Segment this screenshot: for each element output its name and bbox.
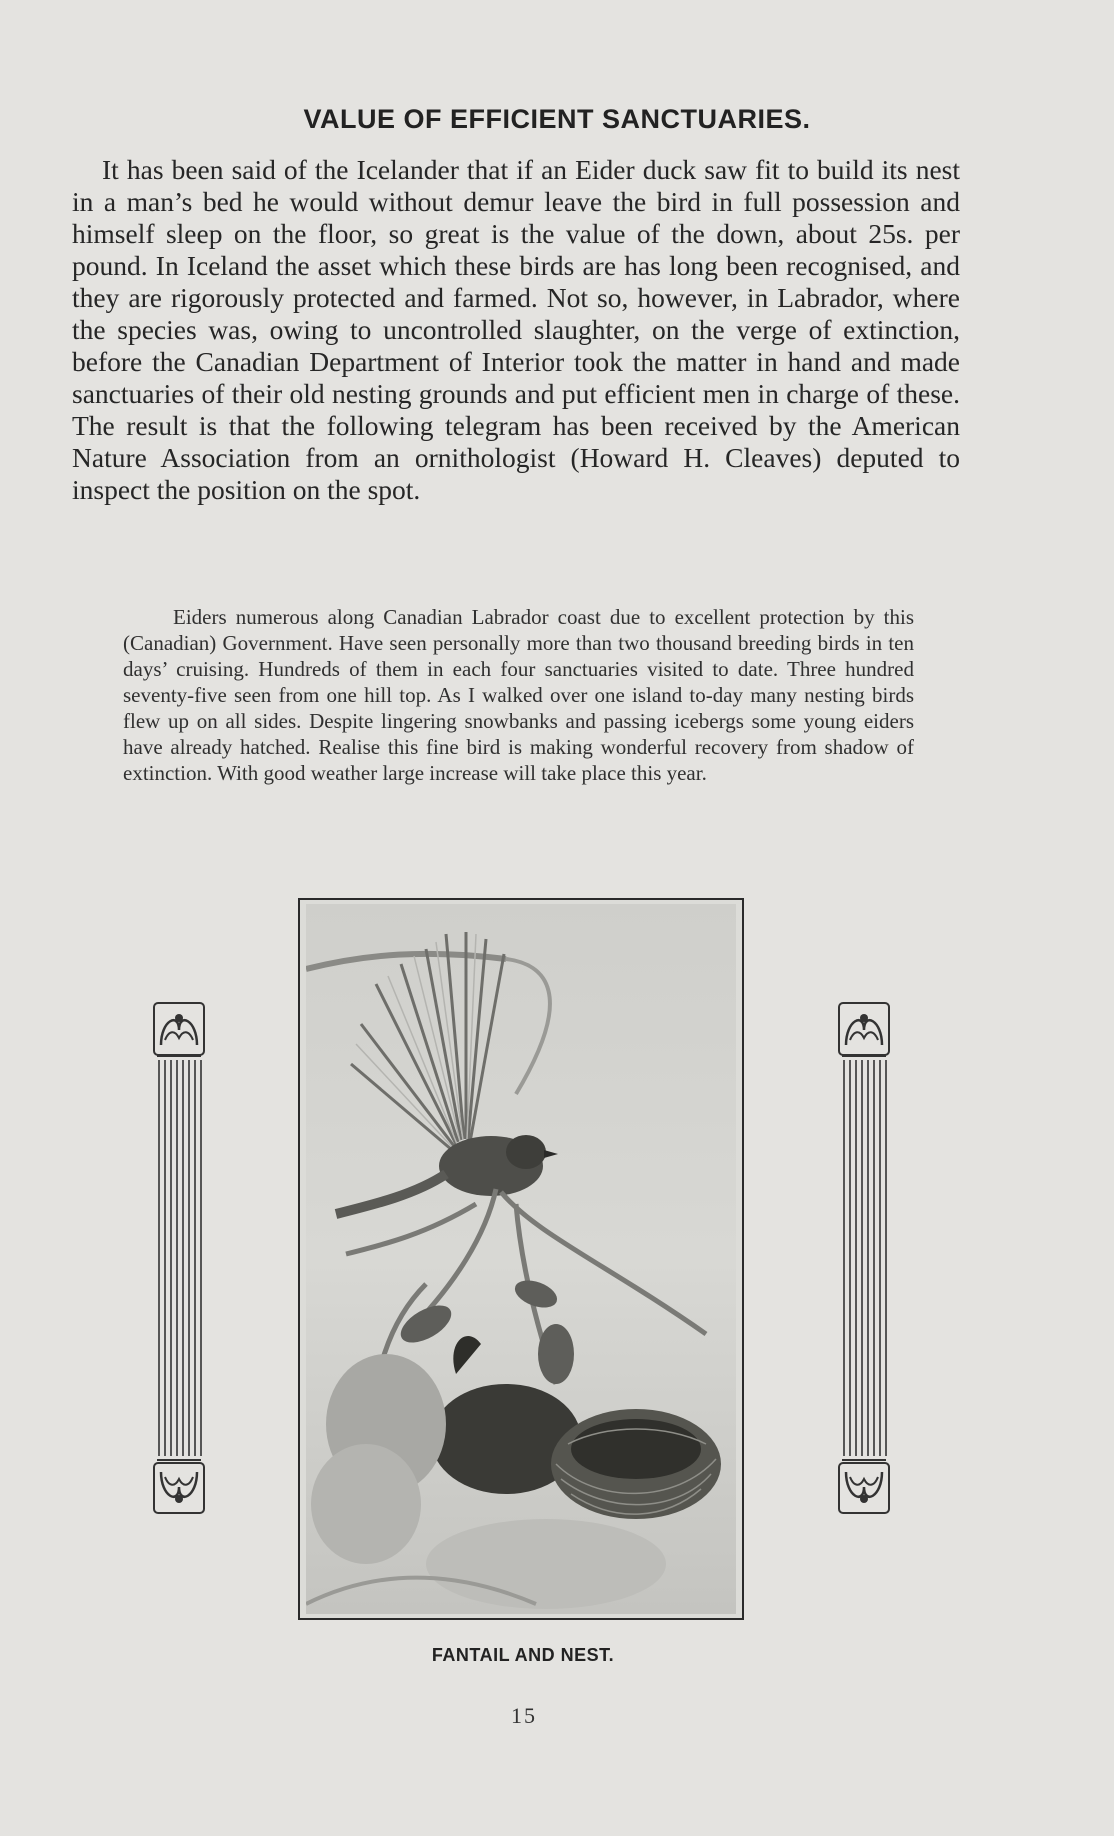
telegram-quote-block <box>123 604 914 786</box>
telegram-quote: Eiders numerous along Canadian Labrador coast due to excellent protection by this (Canadian) Government. Have seen personally more than two thousand breeding birds in ten days’ cruising. Hundreds of them in each four sanctuaries visited to date. Three hundred seventy-five seen from one hill top. As I walked over one island to-day many nesting birds flew up on all sides. Despite lingering snowbanks and passing icebergs some young eiders have already hatched. Realise this fine bird is making wonderful recovery from shadow of extinction. With good weather large increase will take place this year. <box>123 605 914 785</box>
main-paragraph: It has been said of the Icelander that if an Eider duck saw fit to build its nest in a man’s bed he would without demur leave the bird in full possession and himself sleep on the floor, so great is the value of the down, about 25s. per pound. In Iceland the asset which these birds are has long been recognised, and they are rigorously protected and farmed. Not so, however, in Labrador, where the species was, owing to uncontrolled slaughter, on the verge of extinction, before the Canadian Department of Interior took the matter in hand and made sanctuaries of their old nesting grounds and put efficient men in charge of these. The result is that the following telegram has been received by the American Nature Association from an ornithologist (Howard H. Cleaves) deputed to inspect the position on the spot. <box>72 154 960 505</box>
page-heading: VALUE OF EFFICIENT SANCTUARIES. <box>303 104 811 134</box>
pillar-ornament-icon <box>836 1000 892 1516</box>
fantail-bird-illustration <box>306 904 736 1614</box>
pillar-ornament-icon <box>151 1000 207 1516</box>
left-ornamental-pillar <box>151 1000 207 1516</box>
main-paragraph-block <box>72 154 960 506</box>
fantail-photo <box>298 898 744 1620</box>
figure-caption: FANTAIL AND NEST. <box>431 1645 615 1665</box>
right-ornamental-pillar <box>836 1000 892 1516</box>
page-number: 15 <box>511 1703 537 1728</box>
